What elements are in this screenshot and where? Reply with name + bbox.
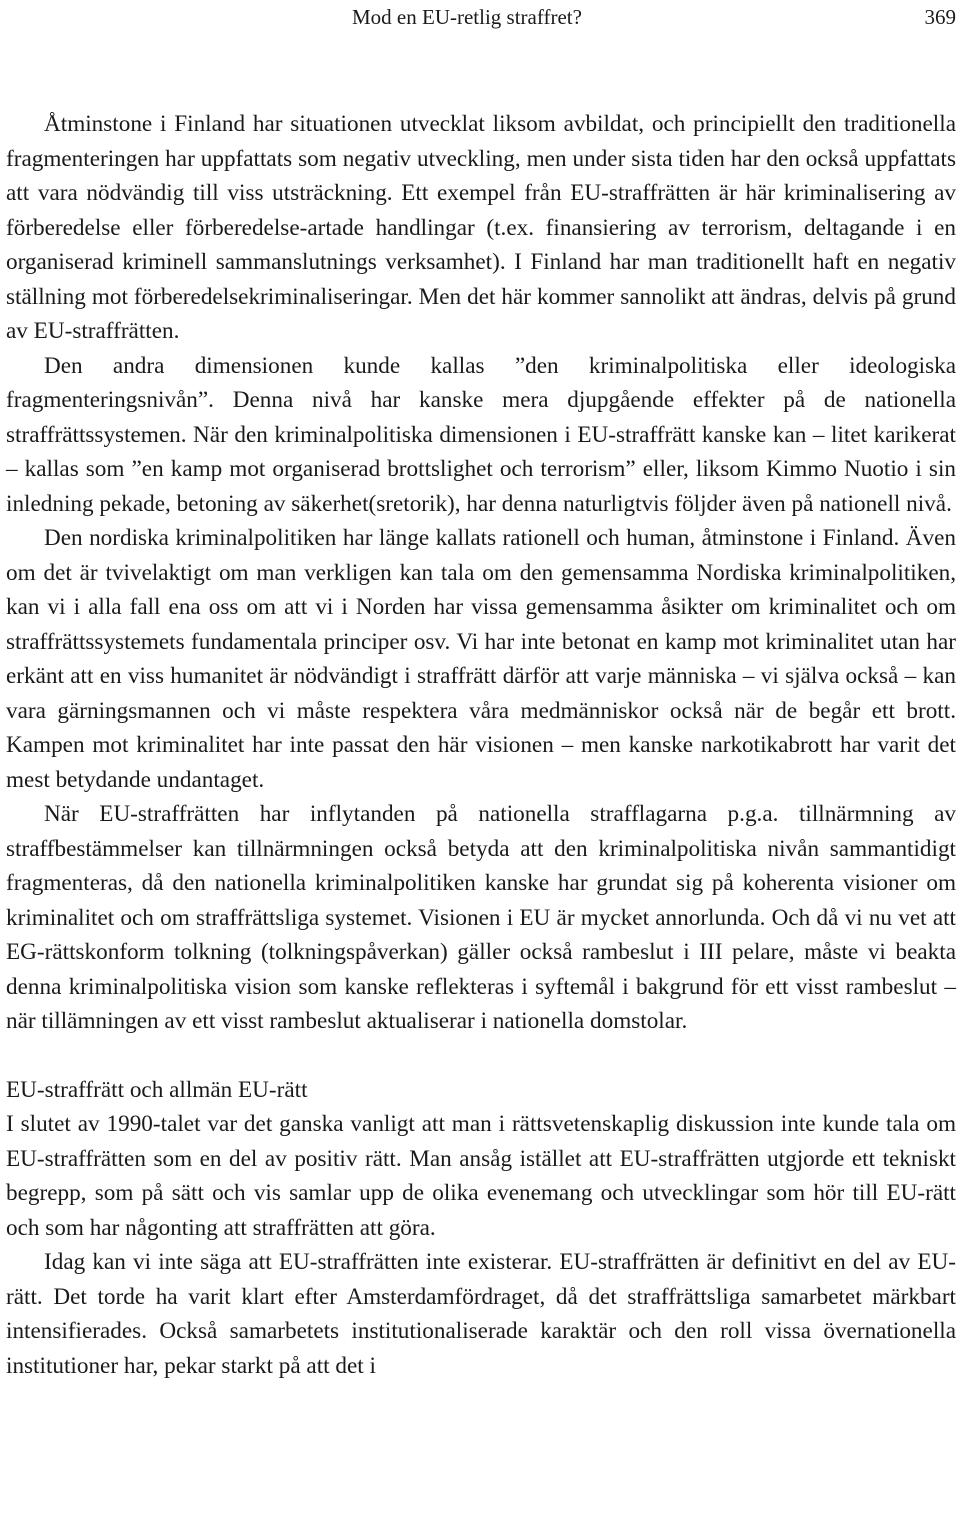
paragraph-5: I slutet av 1990-talet var det ganska vanligt att man i rättsvetenskaplig diskussion inte kunde tala om EU-straffrätten som en del av positiv rätt. Man ansåg istället att EU-straffrätten utgjorde ett tekniskt begrepp, som på sätt och vis samlar upp de olika evenemang och utvecklingar som hör till EU-rätt och som har någonting att straffrätten att göra. — [6, 1111, 956, 1241]
paragraph-3: Den nordiska kriminalpolitiken har länge kallats rationell och human, åtminstone i Finland. Även om det är tvivelaktigt om man verkligen kan tala om den gemensamma Nordiska kriminalpolitiken, kan vi i alla fall ena oss om att vi i Norden har vissa gemensamma åsikter om kriminalitet och om straffrättssystemets fundamentala principer osv. Vi har inte betonat en kamp mot kriminalitet utan har erkänt att en viss humanitet är nödvändigt i straffrätt därför att varje människa – vi själva också – kan vara gärningsmannen och vi måste respektera våra medmänniskor också när de begår ett brott. Kampen mot kriminalitet har inte passat den här visionen – men kanske narkotikabrott har varit det mest betydande undantaget. — [6, 525, 956, 793]
page-number: 369 — [924, 5, 956, 29]
running-title: Mod en EU-retlig straffret? — [352, 5, 582, 29]
paragraph-1: Åtminstone i Finland har situationen utvecklat liksom avbildat, och principiellt den traditionella fragmenteringen har uppfattats som negativ utveckling, men under sista tiden har den också uppfattats att vara nödvändig till viss utsträckning. Ett exempel från EU-straffrätten är här kriminalisering av förberedelse eller förberedelse-artade handlingar (t.ex. finansiering av terrorism, deltagande i en organiserad kriminell sammanslutnings verksamhet). I Finland har man traditionellt haft en negativ ställning mot förberedelsekriminaliseringar. Men det här kommer sannolikt att ändras, delvis på grund av EU-straffrätten. — [6, 111, 956, 344]
section-heading: EU-straffrätt och allmän EU-rätt — [6, 1076, 308, 1103]
running-header — [352, 2, 956, 32]
paragraph-2: Den andra dimensionen kunde kallas ”den kriminalpolitiska eller ideologiska fragmenteringsnivån”. Denna nivå har kanske mera djupgående effekter på de nationella straffrättssystemen. När den kriminalpolitiska dimensionen i EU-straffrätt kanske kan – litet karikerat – kallas som ”en kamp mot organiserad brottslighet och terrorism” eller, liksom Kimmo Nuotio i sin inledning pekade, betoning av säkerhet(sretorik), har denna naturligtvis följder även på nationell nivå. — [6, 352, 956, 517]
paragraph-6: Idag kan vi inte säga att EU-straffrätten inte existerar. EU-straffrätten är definitivt en del av EU-rätt. Det torde ha varit klart efter Amsterdamfördraget, då det straffrättsliga samarbetet märkbart intensifierades. Också samarbetets institutionaliserade karaktär och den roll vissa övernationella institutioner har, pekar starkt på att det i — [6, 1249, 956, 1379]
body-text — [6, 107, 956, 1383]
paragraph-4: När EU-straffrätten har inflytanden på nationella strafflagarna p.g.a. tillnärmning av straffbestämmelser kan tillnärmningen också betyda att den kriminalpolitiska nivån sammantidigt fragmenteras, då den nationella kriminalpolitiken kanske har grundat sig på koherenta visioner om kriminalitet och om straffrättsliga systemet. Visionen i EU är mycket annorlunda. Och då vi nu vet att EG-rättskonform tolkning (tolkningspåverkan) gäller också rambeslut i III pelare, måste vi beakta denna kriminalpolitiska vision som kanske reflekteras i syftemål i bakgrund för ett visst rambeslut – när tillämningen av ett visst rambeslut aktualiserar i nationella domstolar. — [6, 801, 956, 1034]
